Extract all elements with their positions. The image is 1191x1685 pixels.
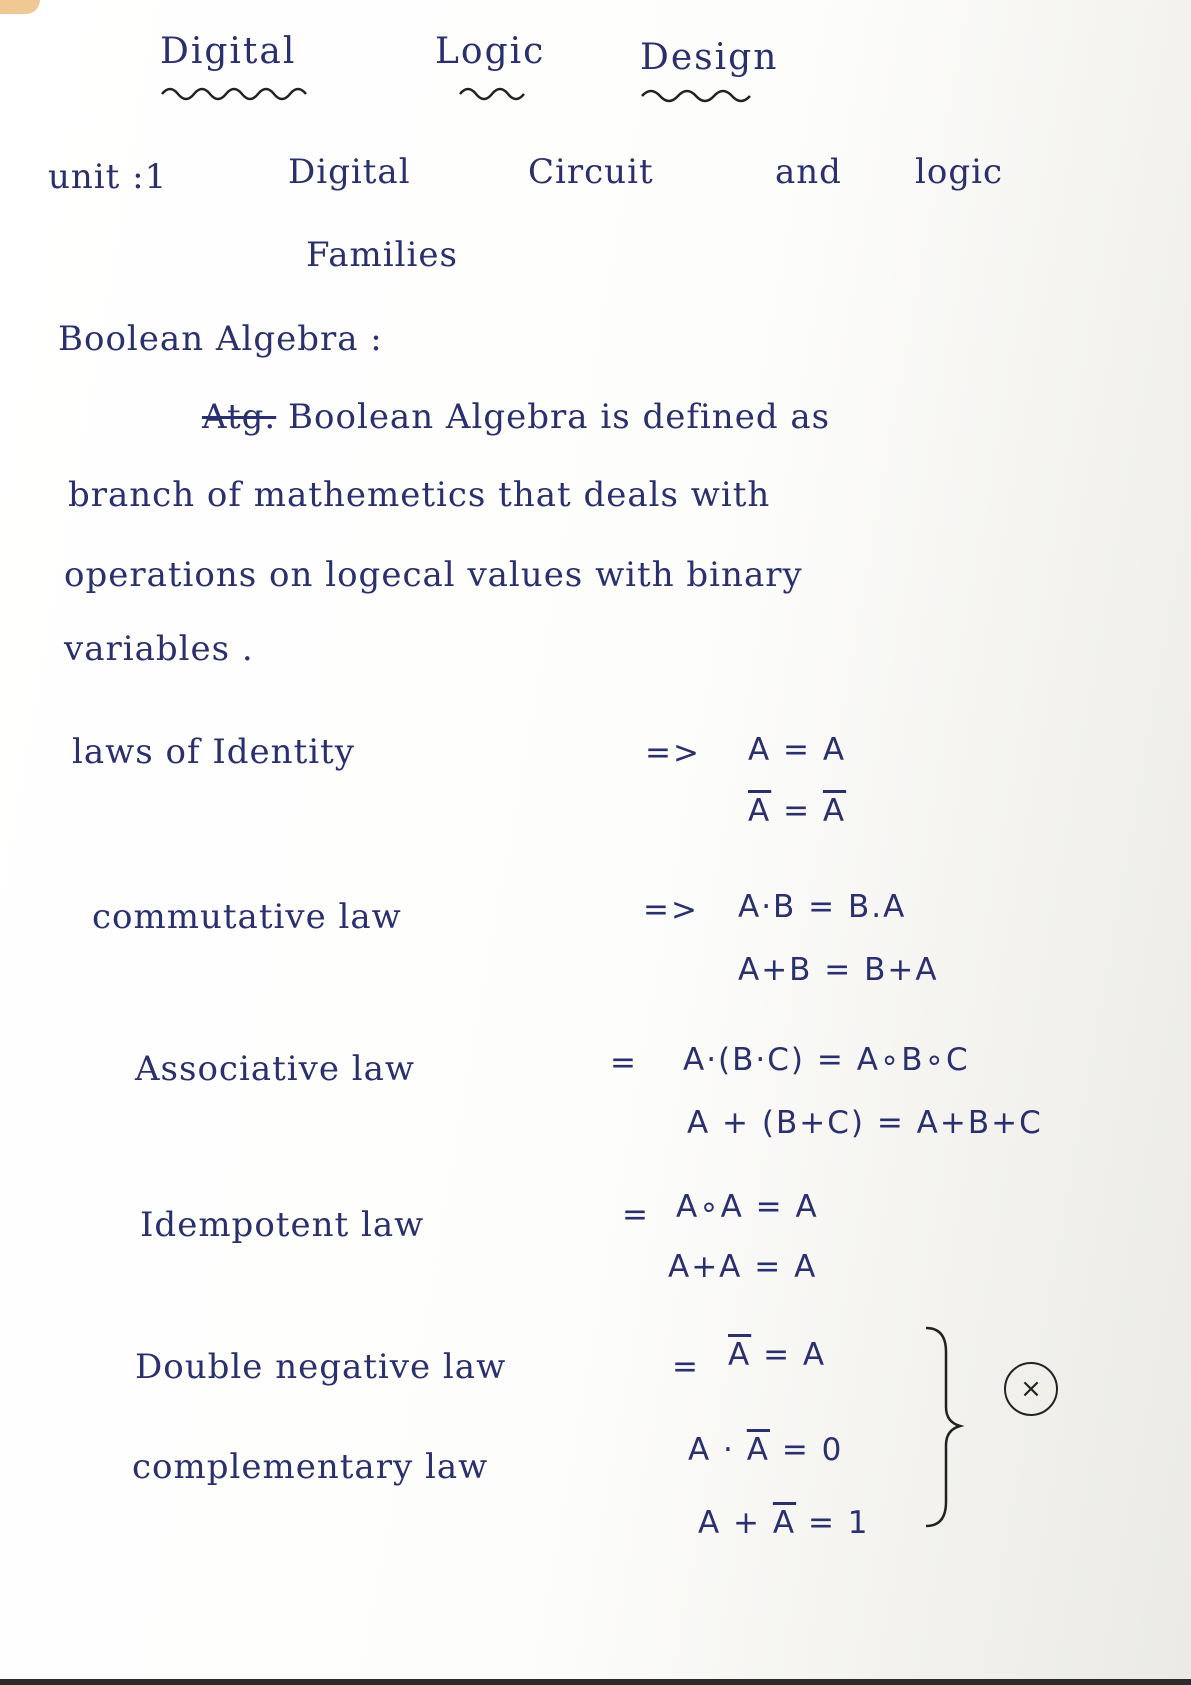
title-word-digital: Digital bbox=[160, 31, 297, 72]
definition-line-1-text: Boolean Algebra is defined as bbox=[288, 397, 831, 437]
law-eq-commutative-2: A+B = B+A bbox=[738, 952, 939, 988]
grouping-brace bbox=[918, 1322, 968, 1532]
law-name-associative: Associative law bbox=[135, 1049, 416, 1089]
circled-x-mark: × bbox=[1004, 1362, 1058, 1416]
law-name-double-negative: Double negative law bbox=[135, 1347, 507, 1387]
law-eq-complementary-1: $A \cdot \overline{A} = 0$ bbox=[688, 1432, 844, 1468]
law-sep-identity: => bbox=[645, 735, 701, 771]
unit-families: Families bbox=[306, 235, 458, 275]
law-name-commutative: commutative law bbox=[92, 897, 402, 937]
law-eq-associative-1: A·(B·C) = A∘B∘C bbox=[683, 1042, 970, 1078]
law-name-complementary: complementary law bbox=[132, 1447, 489, 1487]
title-word-logic: Logic bbox=[435, 31, 546, 72]
law-eq-identity-1: A = A bbox=[748, 732, 847, 768]
unit-label: unit :1 bbox=[48, 157, 168, 197]
law-eq-idempotent-1: A∘A = A bbox=[676, 1189, 819, 1225]
law-sep-idempotent: = bbox=[622, 1197, 650, 1233]
law-eq-complementary-2: $A + \overline{A} = 1$ bbox=[698, 1505, 870, 1541]
unit-word-circuit: Circuit bbox=[528, 152, 654, 192]
law-sep-double-negative: = bbox=[672, 1349, 700, 1385]
law-eq-identity-2: $\overline{A} = \overline{A}$ bbox=[748, 793, 847, 829]
page-bottom-edge bbox=[0, 1679, 1191, 1685]
definition-line-3: operations on logecal values with binary bbox=[64, 555, 803, 595]
title-word-design: Design bbox=[640, 37, 779, 78]
definition-line-1 bbox=[202, 397, 831, 437]
definition-line-4: variables . bbox=[64, 629, 254, 669]
unit-word-logic: logic bbox=[915, 152, 1004, 192]
title-underline-squiggles bbox=[160, 80, 780, 110]
unit-word-and: and bbox=[775, 152, 842, 192]
boolean-algebra-heading: Boolean Algebra : bbox=[58, 319, 383, 359]
law-eq-double-negative: $\overline{A} = A$ bbox=[728, 1337, 827, 1373]
law-sep-associative: = bbox=[610, 1045, 638, 1081]
law-eq-idempotent-2: A+A = A bbox=[668, 1249, 818, 1285]
law-eq-associative-2: A + (B+C) = A+B+C bbox=[687, 1105, 1043, 1141]
law-eq-commutative-1: A·B = B.A bbox=[738, 889, 907, 925]
definition-line-2: branch of mathemetics that deals with bbox=[68, 475, 771, 515]
law-name-idempotent: Idempotent law bbox=[140, 1205, 425, 1245]
law-sep-commutative: => bbox=[643, 892, 699, 928]
struck-word: Atg. bbox=[202, 397, 277, 437]
page-corner-mark bbox=[0, 0, 40, 14]
law-name-identity: laws of Identity bbox=[72, 732, 355, 772]
unit-word-digital: Digital bbox=[288, 152, 411, 192]
